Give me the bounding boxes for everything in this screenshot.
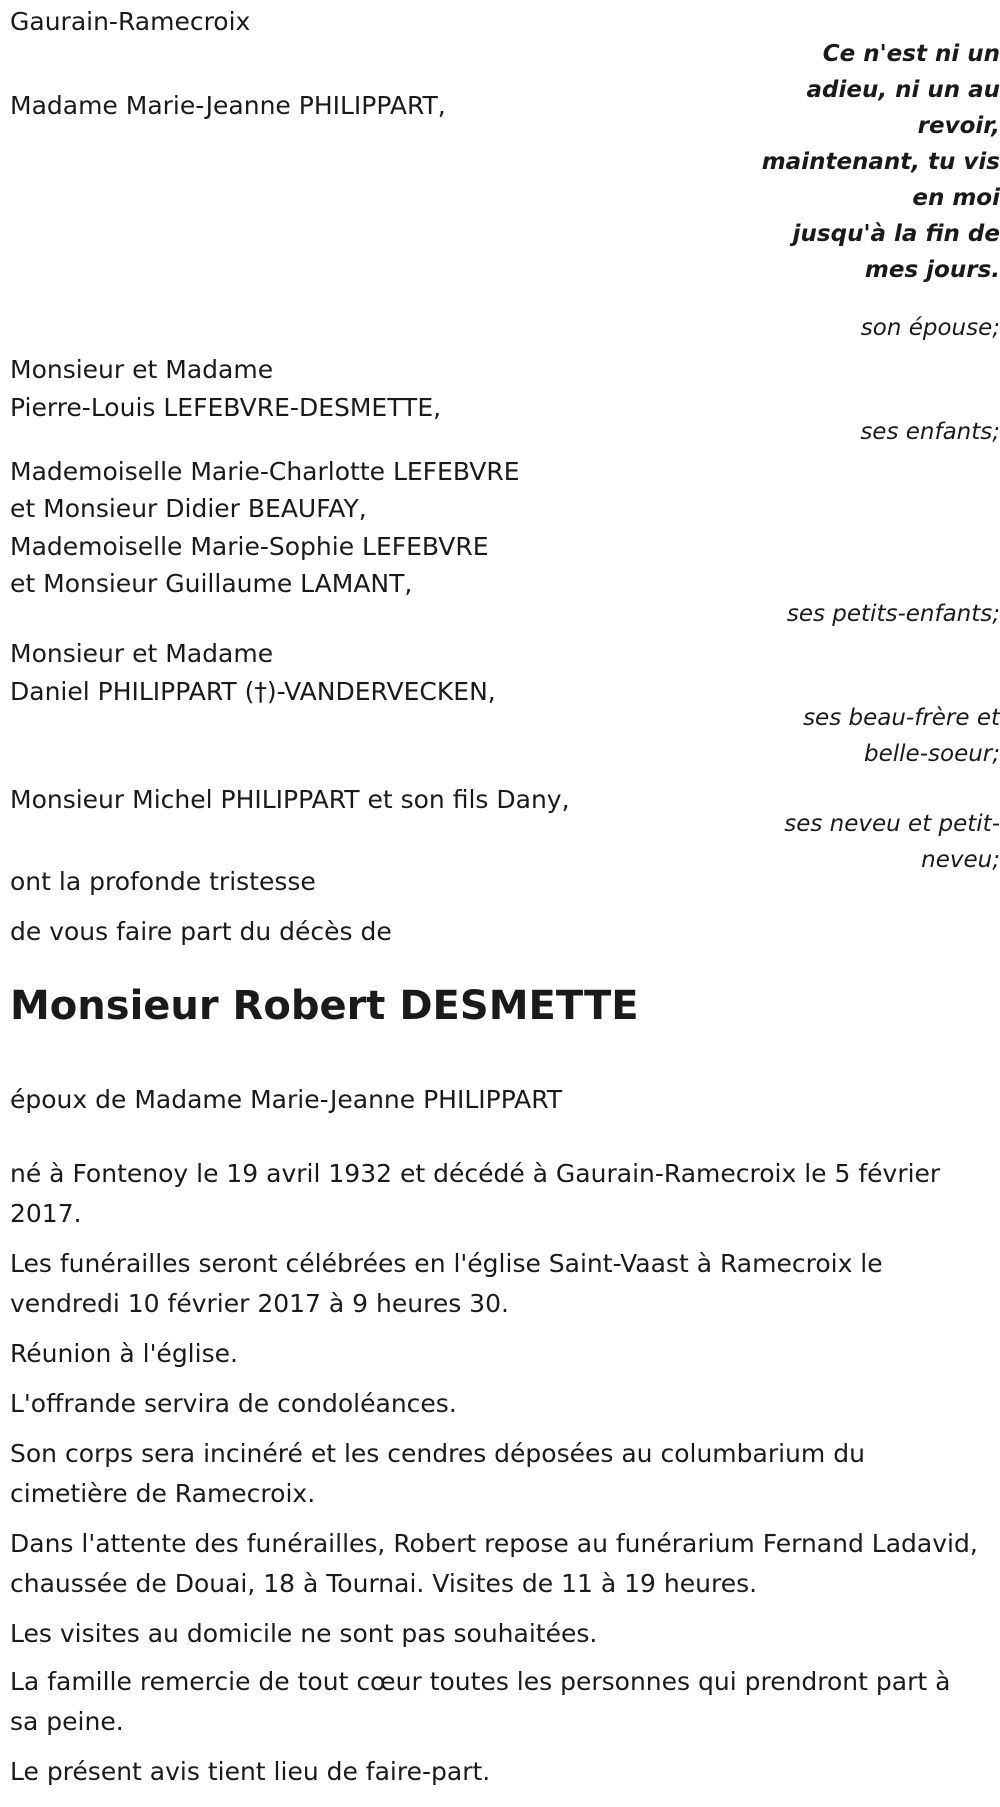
announcement-line-1: ont la profonde tristesse [10, 867, 316, 896]
deceased-name: Monsieur Robert DESMETTE [10, 983, 639, 1029]
location-heading: Gaurain-Ramecroix [10, 7, 251, 36]
nephew-role [784, 806, 1000, 878]
spouse-role-text: son épouse; [860, 315, 1000, 341]
spouse-of-line: époux de Madame Marie-Jeanne PHILIPPART [10, 1085, 563, 1114]
funeral-paragraph: Les funérailles seront célébrées en l'église Saint-Vaast à Ramecroix le vendredi 10 février 2017 à 9 heures 30. [10, 1249, 883, 1318]
spouse-role [861, 310, 1000, 346]
children-role [860, 414, 1000, 450]
cremation-paragraph: Son corps sera incinéré et les cendres déposées au columbarium du cimetière de Ramecroix. [10, 1439, 865, 1508]
quote-line: mes jours. [864, 257, 1000, 283]
spouse-name: Madame Marie-Jeanne PHILIPPART, [10, 91, 446, 120]
offering-paragraph: L'offrande servira de condoléances. [10, 1389, 457, 1418]
home-visits-paragraph: Les visites au domicile ne sont pas souhaitées. [10, 1619, 598, 1648]
notice-paragraph: Le présent avis tient lieu de faire-part. [10, 1757, 491, 1786]
inlaws-role [803, 700, 1000, 772]
quote-line: revoir, [917, 113, 1000, 139]
children-line-2: Pierre-Louis LEFEBVRE-DESMETTE, [10, 393, 442, 422]
birth-death-paragraph: né à Fontenoy le 19 avril 1932 et décédé à Gaurain-Ramecroix le 5 février 2017. [10, 1159, 941, 1228]
grandchild-line: Mademoiselle Marie-Sophie LEFEBVRE [10, 532, 489, 561]
meeting-paragraph: Réunion à l'église. [10, 1339, 238, 1368]
grandchild-line: et Monsieur Guillaume LAMANT, [10, 569, 413, 598]
children-role-text: ses enfants; [860, 419, 1000, 445]
grandchild-line: Mademoiselle Marie-Charlotte LEFEBVRE [10, 457, 520, 486]
memorial-quote [740, 36, 1000, 288]
inlaws-line-2: Daniel PHILIPPART (†)-VANDERVECKEN, [10, 677, 496, 706]
nephew-role-line: neveu; [921, 847, 1000, 873]
nephew-role-line: ses neveu et petit- [784, 811, 1000, 837]
quote-line: maintenant, tu vis [761, 149, 1000, 175]
grandchild-line: et Monsieur Didier BEAUFAY, [10, 494, 367, 523]
grandchildren-role [787, 596, 1000, 632]
inlaws-role-line: belle-soeur; [864, 741, 1000, 767]
grandchildren-role-text: ses petits-enfants; [786, 601, 1000, 627]
inlaws-line-1: Monsieur et Madame [10, 639, 274, 668]
thanks-paragraph: La famille remercie de tout cœur toutes les personnes qui prendront part à sa peine. [10, 1667, 951, 1736]
quote-line: en moi [912, 185, 1000, 211]
inlaws-role-line: ses beau-frère et [803, 705, 1000, 731]
nephew-line: Monsieur Michel PHILIPPART et son fils Dany, [10, 785, 570, 814]
quote-line: jusqu'à la fin de [792, 221, 1000, 247]
announcement-line-2: de vous faire part du décès de [10, 917, 392, 946]
funerarium-paragraph: Dans l'attente des funérailles, Robert repose au funérarium Fernand Ladavid, chaussée de Douai, 18 à Tournai. Visites de 11 à 19 heures. [10, 1529, 978, 1598]
quote-line: adieu, ni un au [806, 77, 1000, 103]
children-line-1: Monsieur et Madame [10, 355, 274, 384]
quote-line: Ce n'est ni un [822, 41, 1000, 67]
